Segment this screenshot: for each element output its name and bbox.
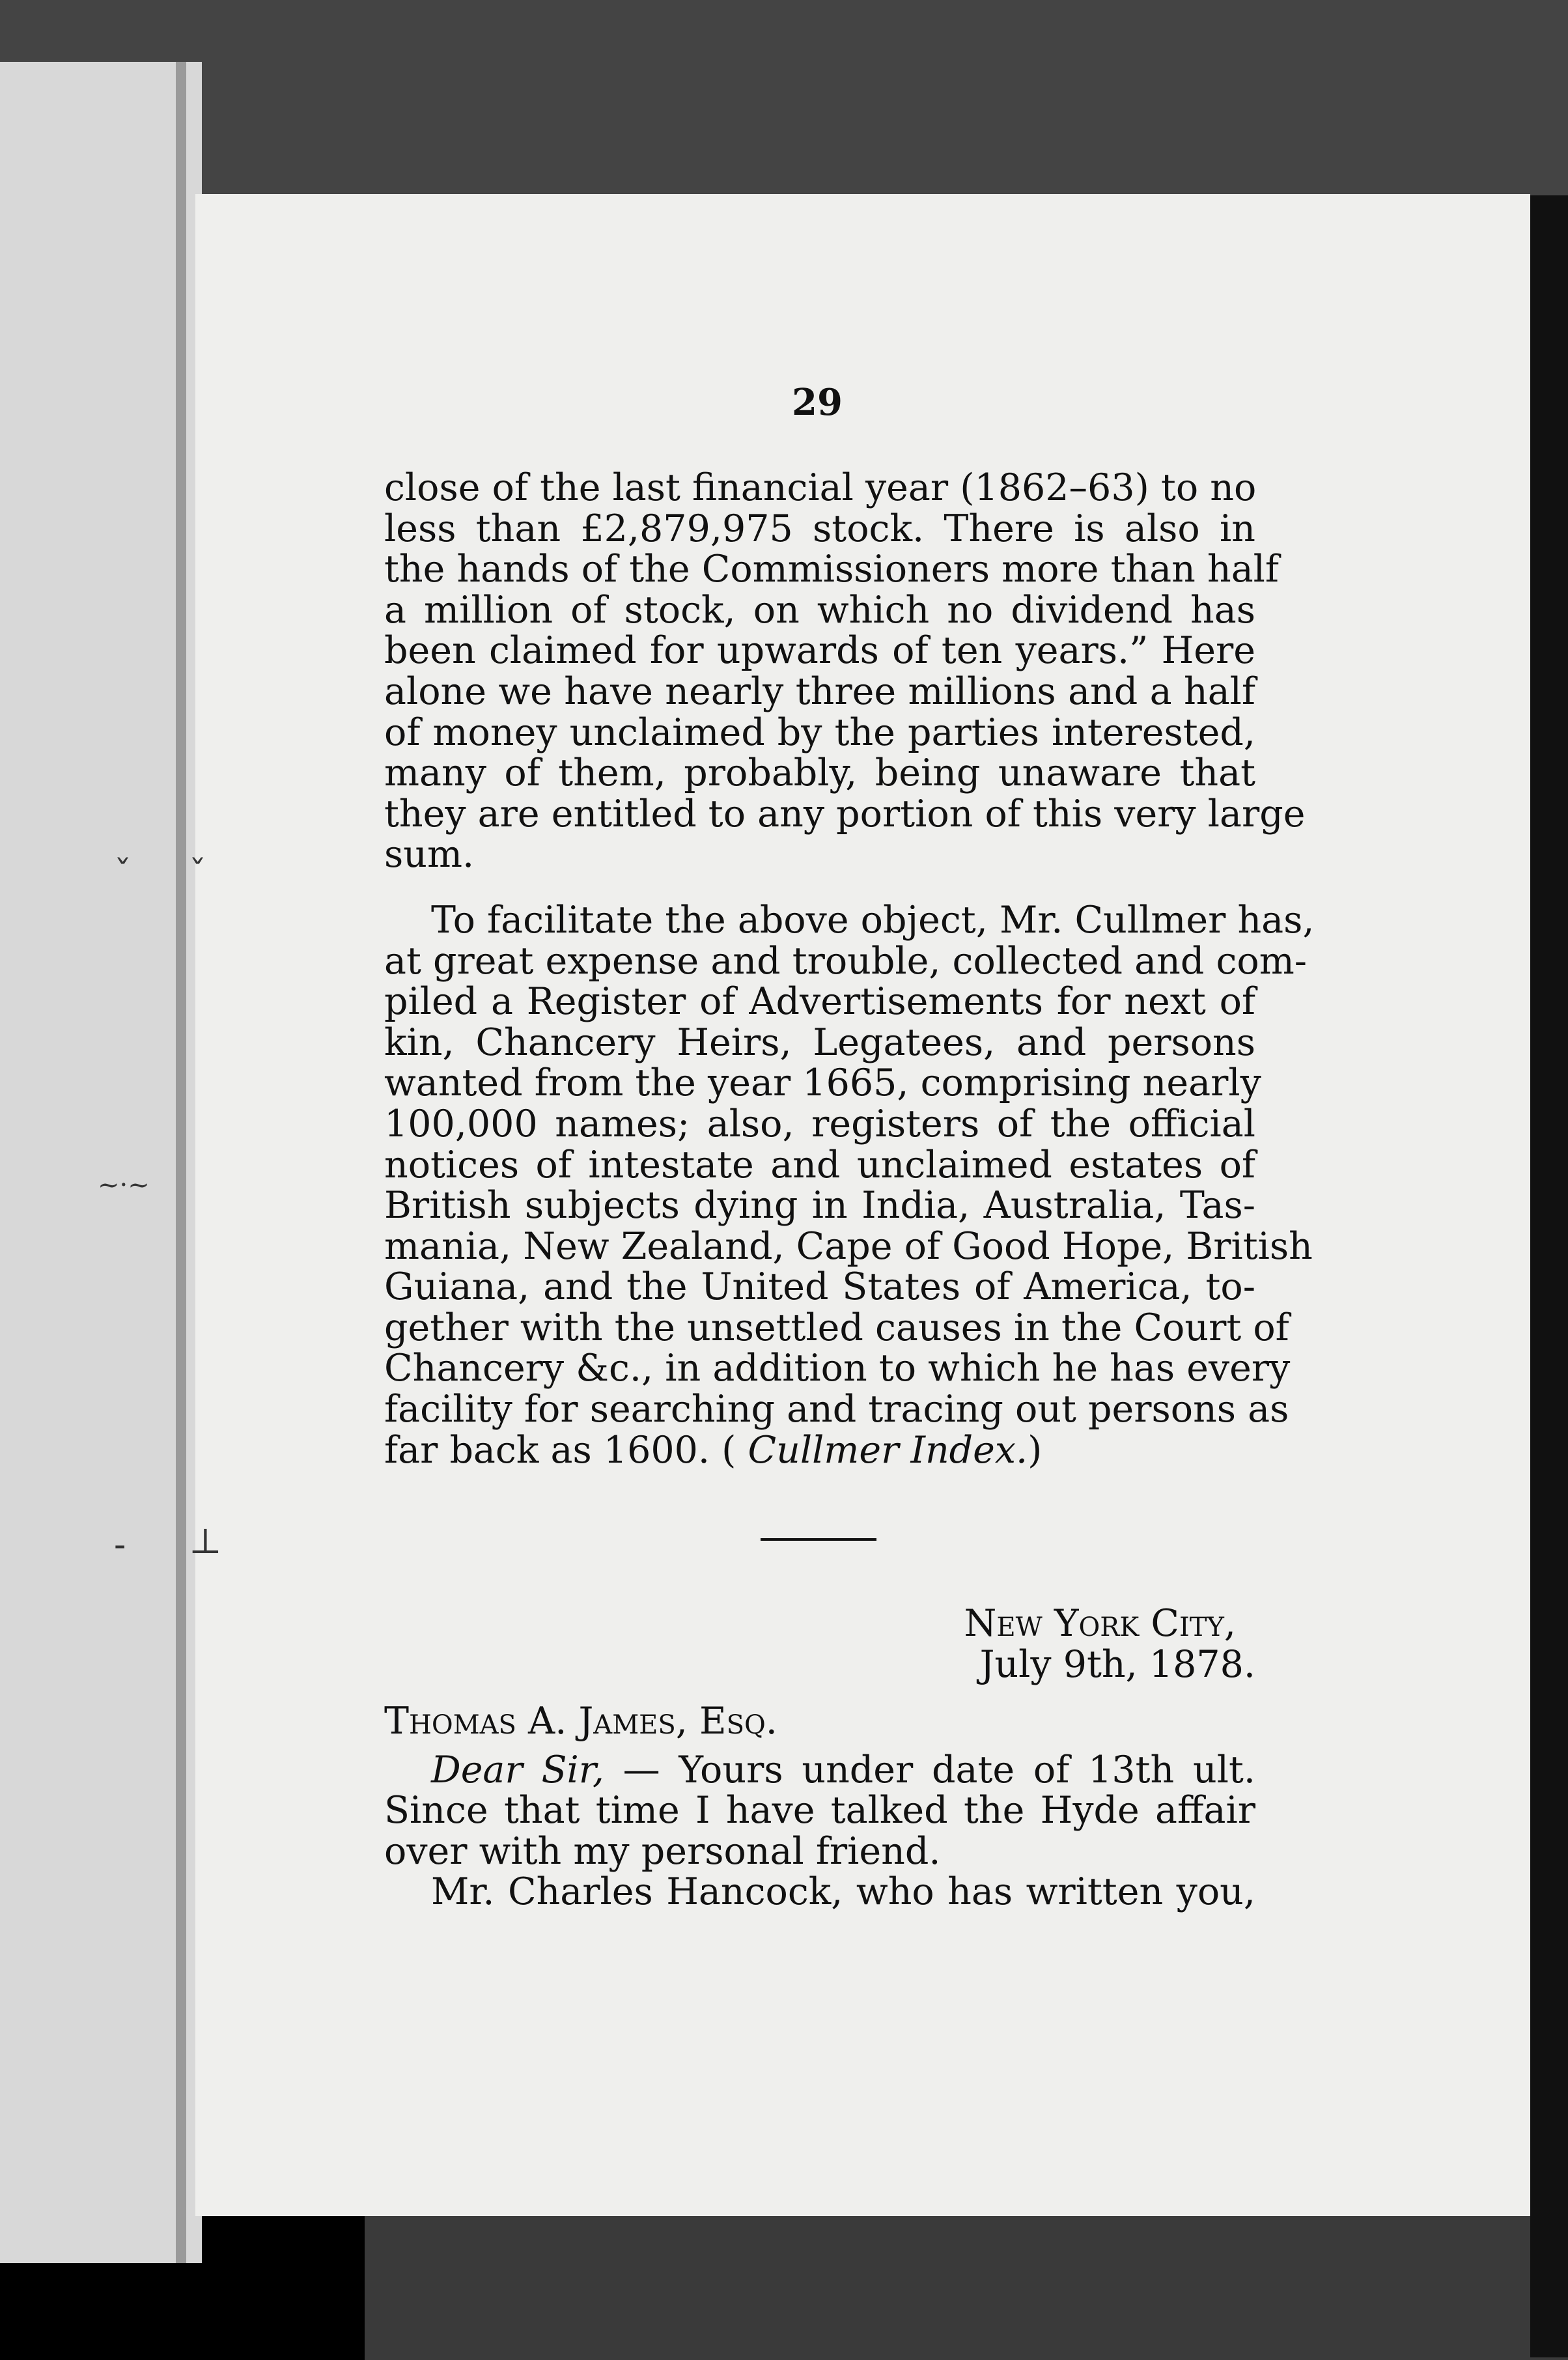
text-line: Guiana, and the United States of America, to- bbox=[384, 1265, 1255, 1309]
text-line: To facilitate the above object, Mr. Cullmer has, bbox=[431, 898, 1315, 942]
text-line: close of the last financial year (1862–63) to no bbox=[384, 466, 1257, 509]
margin-speck-mark: ~·~ bbox=[98, 1170, 150, 1200]
text-line: kin, Chancery Heirs, Legatees, and persons bbox=[384, 1020, 1255, 1064]
text-line bbox=[384, 1750, 1255, 1791]
scan-right-edge bbox=[1530, 195, 1568, 2357]
paragraph bbox=[384, 898, 1315, 1472]
text-line: over with my personal friend. bbox=[384, 1829, 941, 1873]
text-line: been claimed for upwards of ten years.” Here bbox=[384, 629, 1255, 673]
binding-strip bbox=[0, 62, 202, 2263]
page-number: 29 bbox=[792, 381, 843, 424]
text-line: alone we have nearly three millions and a half bbox=[384, 669, 1255, 713]
letter-place: New York City, bbox=[964, 1602, 1236, 1645]
letter-addressee: Thomas A. James, Esq. bbox=[384, 1700, 777, 1743]
text-line: Mr. Charles Hancock, who has written you, bbox=[431, 1870, 1255, 1914]
letter-heading bbox=[384, 1603, 1255, 1685]
margin-tick-mark: ˇ bbox=[114, 853, 132, 894]
text-line: wanted from the year 1665, comprising nearly bbox=[384, 1061, 1261, 1105]
text-line: 100,000 names; also, registers of the official bbox=[384, 1102, 1255, 1145]
letter-salutation: Dear Sir, bbox=[431, 1748, 604, 1791]
margin-tick-mark: ⊥ bbox=[189, 1521, 222, 1562]
text-line: Chancery &c., in addition to which he has every bbox=[384, 1347, 1291, 1390]
text-line: Since that time I have talked the Hyde affair bbox=[384, 1789, 1255, 1833]
text-line: at great expense and trouble, collected and com- bbox=[384, 939, 1308, 983]
letter-date: July 9th, 1878. bbox=[979, 1642, 1255, 1686]
text-fragment: ) bbox=[1028, 1428, 1043, 1472]
citation-title: Cullmer Index. bbox=[748, 1428, 1028, 1472]
scan-top-band bbox=[0, 0, 1568, 195]
body-text bbox=[384, 466, 1315, 1472]
paragraph-gap bbox=[384, 875, 1255, 900]
scan-bottom-band bbox=[365, 2204, 1568, 2360]
text-line: many of them, probably, being unaware that bbox=[384, 752, 1255, 795]
text-line: a million of stock, on which no dividend has bbox=[384, 588, 1255, 632]
text-line: the hands of the Commissioners more than half bbox=[384, 548, 1280, 591]
text-line: notices of intestate and unclaimed estates of bbox=[384, 1143, 1255, 1187]
section-divider bbox=[761, 1538, 876, 1541]
text-line: British subjects dying in India, Australia, Tas- bbox=[384, 1184, 1255, 1228]
text-line: sum. bbox=[384, 833, 475, 877]
text-line: gether with the unsettled causes in the Court of bbox=[384, 1306, 1289, 1349]
text-line: facility for searching and tracing out persons as bbox=[384, 1388, 1289, 1431]
text-line: less than £2,879,975 stock. There is also in bbox=[384, 507, 1255, 550]
margin-tick-mark: ˇ bbox=[189, 853, 206, 894]
letter-body bbox=[384, 1701, 1255, 1913]
text-fragment: far back as 1600. ( bbox=[384, 1428, 748, 1472]
text-line bbox=[384, 1430, 1255, 1471]
paragraph bbox=[384, 466, 1306, 877]
binding-edge bbox=[176, 62, 186, 2263]
text-line: they are entitled to any portion of this very large bbox=[384, 792, 1306, 836]
text-line: mania, New Zealand, Cape of Good Hope, British bbox=[384, 1224, 1313, 1268]
text-fragment: — Yours under date of 13th ult. bbox=[604, 1748, 1255, 1791]
margin-tick-mark: - bbox=[114, 1524, 126, 1565]
text-line: piled a Register of Advertisements for next of bbox=[384, 980, 1255, 1024]
text-line: of money unclaimed by the parties interested, bbox=[384, 710, 1255, 754]
